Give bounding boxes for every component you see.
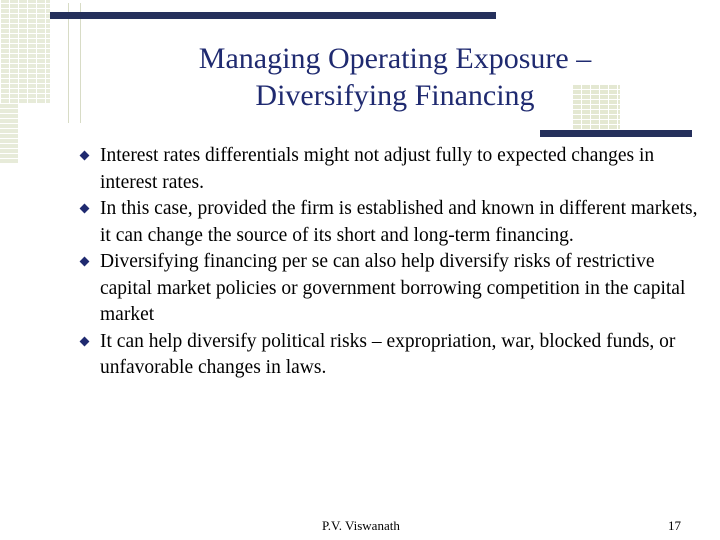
slide-title-line-1: Managing Operating Exposure – bbox=[198, 42, 592, 75]
page-number: 17 bbox=[668, 518, 681, 533]
bullet-item bbox=[78, 329, 698, 382]
bullet-text: In this case, provided the firm is established and known in different markets, it can change the source of its short and long-term financing. bbox=[100, 198, 698, 246]
decorative-title-underline-bar bbox=[540, 130, 692, 137]
bullet-text: Diversifying financing per se can also help diversify risks of restrictive capital market policies or government borrowing competition in the capital market bbox=[100, 251, 686, 325]
diamond-bullet-icon bbox=[80, 151, 90, 161]
bullet-text: It can help diversify political risks – expropriation, war, blocked funds, or unfavorable changes in laws. bbox=[100, 330, 676, 378]
decorative-stripe-pattern bbox=[0, 0, 50, 104]
slide-title bbox=[110, 40, 680, 114]
bullet-item bbox=[78, 196, 698, 249]
bullet-text: Interest rates differentials might not adjust fully to expected changes in interest rates. bbox=[100, 145, 655, 193]
bullet-list bbox=[78, 143, 698, 382]
footer-author: P.V. Viswanath bbox=[322, 518, 400, 533]
diamond-bullet-icon bbox=[80, 204, 90, 214]
bullet-item bbox=[78, 249, 698, 329]
diamond-bullet-icon bbox=[80, 336, 90, 346]
bullet-item bbox=[78, 143, 698, 196]
decorative-vertical-bar bbox=[68, 3, 81, 123]
decorative-stripe-pattern-lower bbox=[0, 104, 18, 164]
decorative-top-bar bbox=[50, 12, 496, 19]
slide-title-line-2: Diversifying Financing bbox=[255, 79, 535, 112]
diamond-bullet-icon bbox=[80, 257, 90, 267]
